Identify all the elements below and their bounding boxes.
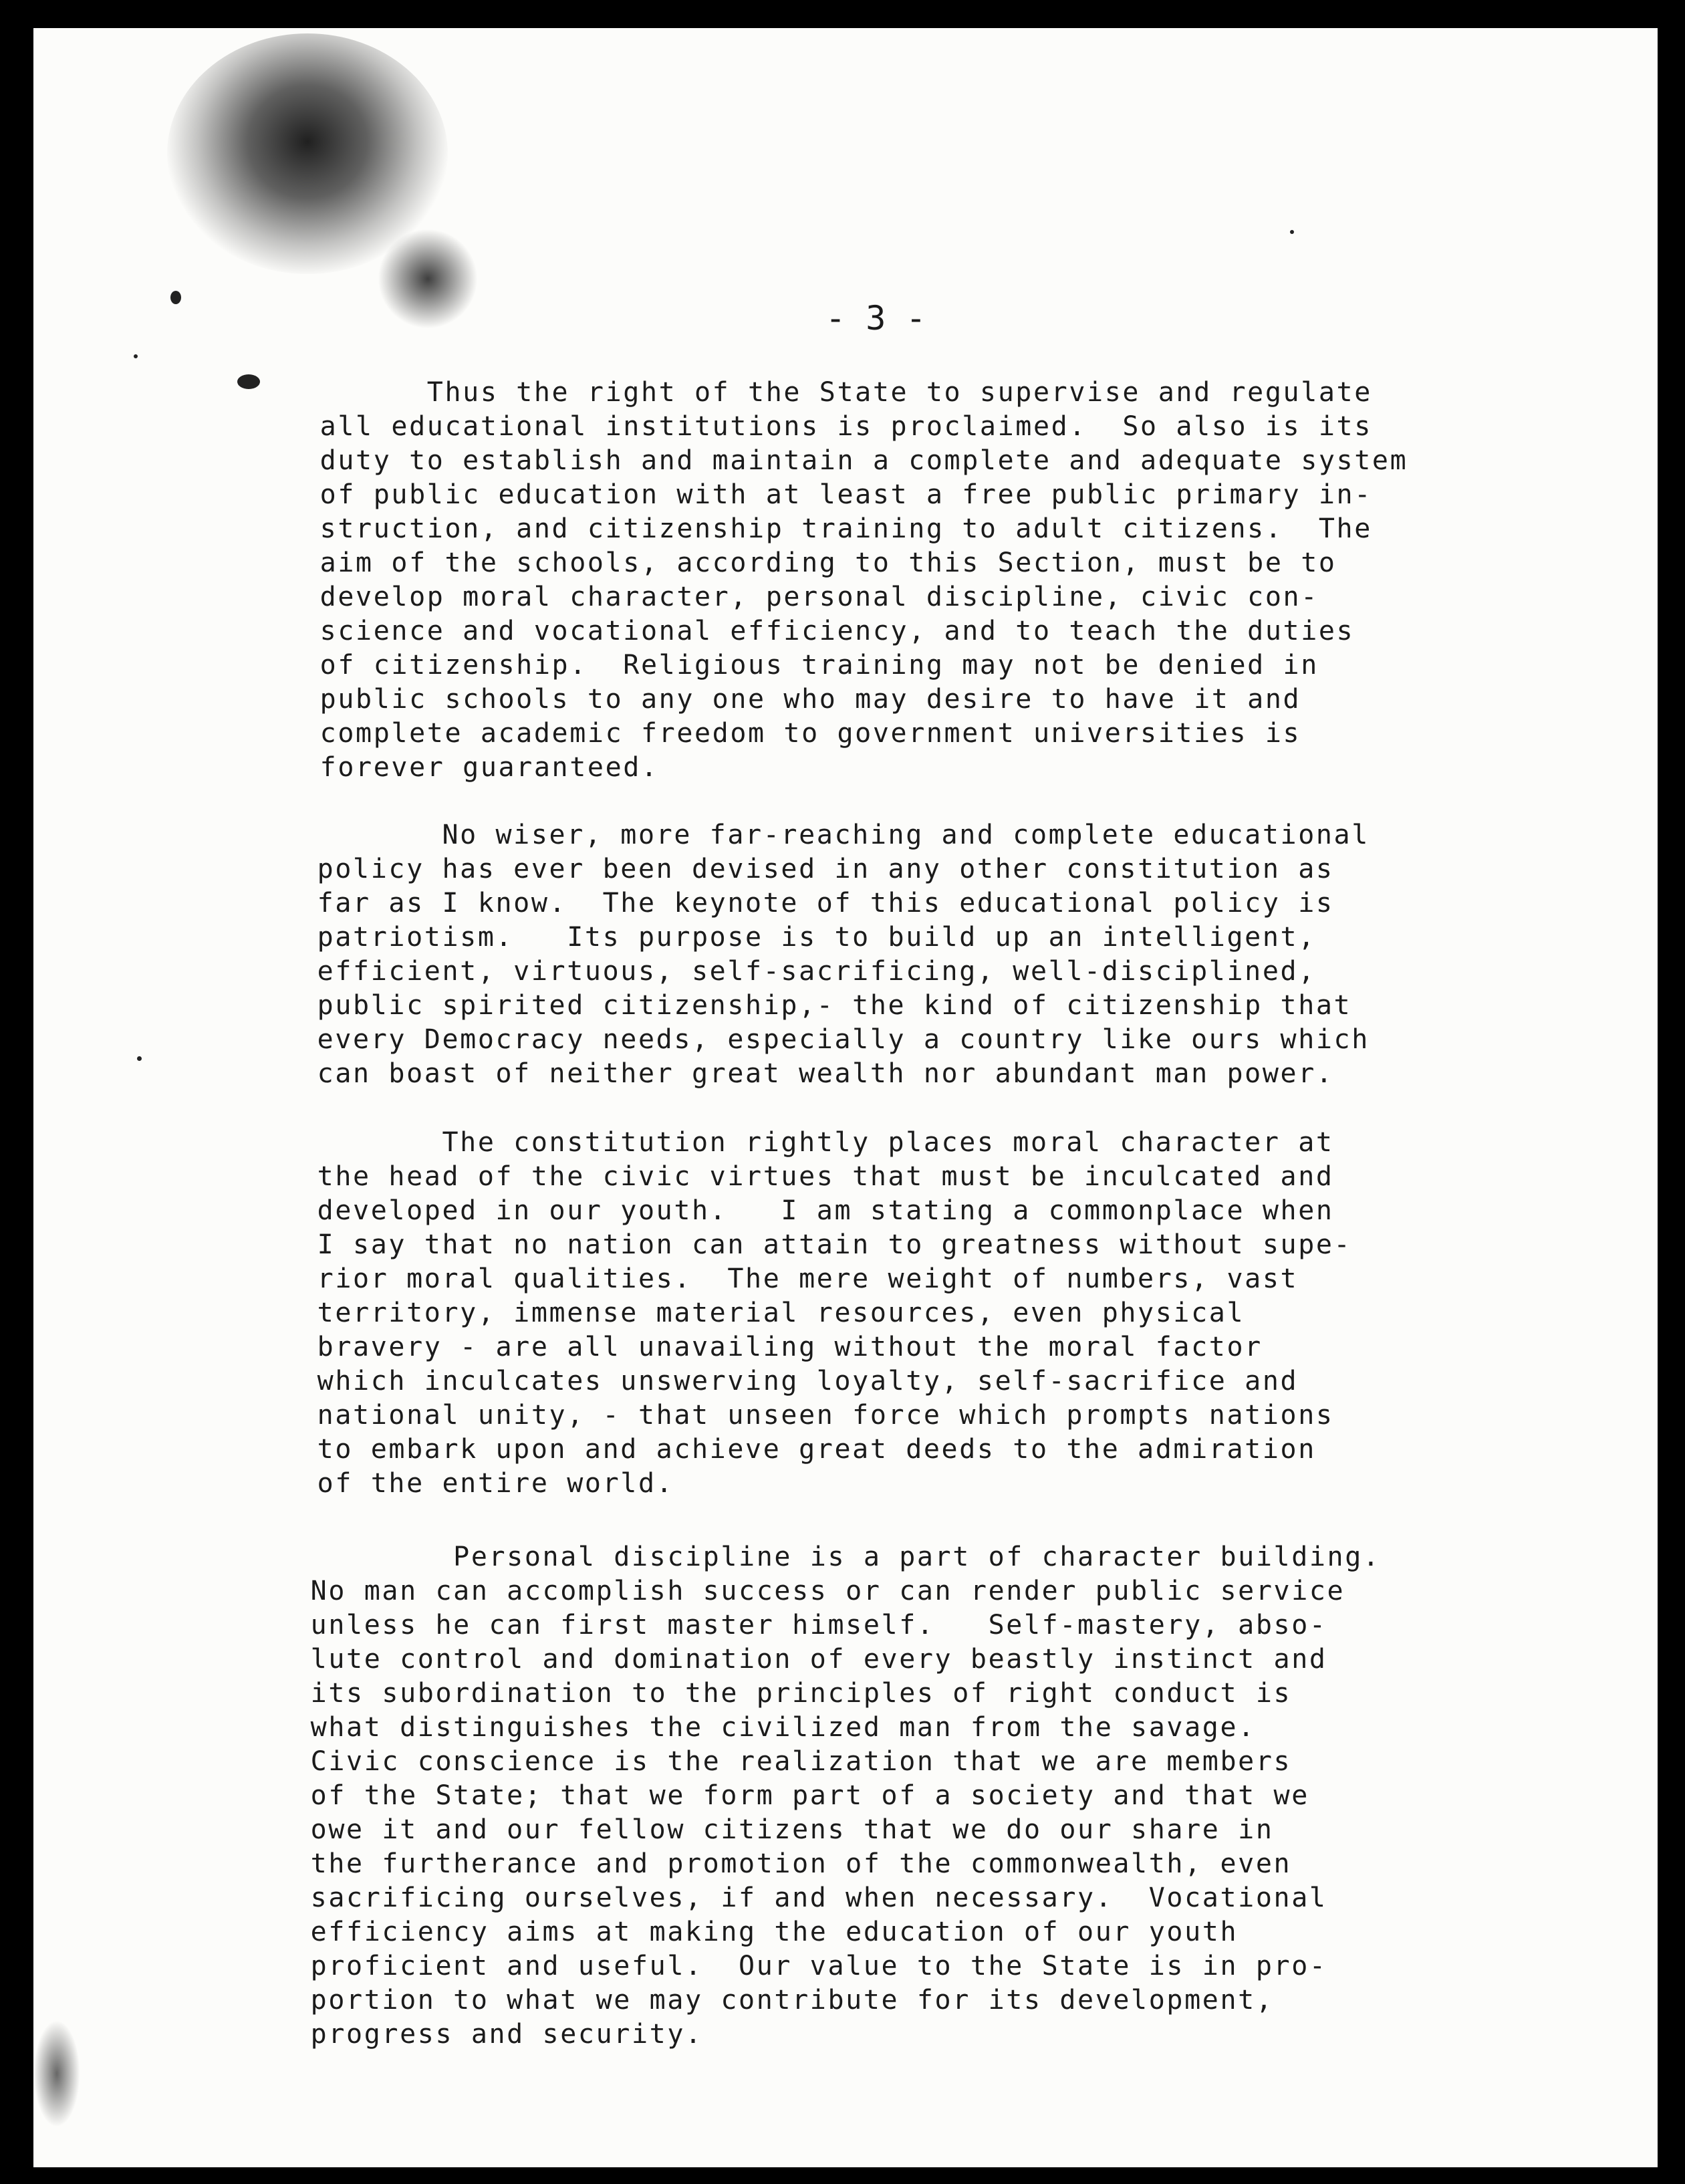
- ink-speck: [137, 1056, 142, 1061]
- ink-stain: [167, 33, 448, 274]
- document-page: [33, 28, 1658, 2167]
- ink-speck: [170, 291, 181, 304]
- paragraph-3: The constitution rightly places moral character at the head of the civic virtues that must be inculcated and developed in our youth. I am stating a commonplace when I say that no nation can attain to greatness without supe- rior moral qualities. The mere weight of numbers, vast territory, immense material resources, even physical bravery - are all unavailing without the moral factor which inculcates unswerving loyalty, self-sacrifice and national unity, - that unseen force which prompts nations to embark upon and achieve great deeds to the admiration of the entire world.: [317, 1127, 1352, 1499]
- paragraph-4: Personal discipline is a part of character building. No man can accomplish success or can render public service unless he can first master himself. Self-mastery, abso- lute control and domination of every beastly instinct and its subordination to the principles of right conduct is what distinguishes the civilized man from the savage. Civic conscience is the realization that we are members of the State; that we form part of a society and that we owe it and our fellow citizens that we do our share in the furtherance and promotion of the commonwealth, even sacrificing ourselves, if and when necessary. Vocational efficiency aims at making the education of our youth proficient and useful. Our value to the State is in pro- portion to what we may contribute for its development, progress and security.: [310, 1542, 1381, 2050]
- paragraph-2: No wiser, more far-reaching and complete educational policy has ever been devised in any other constitution as far as I know. The keynote of this educational policy is patriotism. Its purpose is to build up an intelligent, efficient, virtuous, self-sacrificing, well-disciplined, public spirited citizenship,- the kind of citizenship that every Democracy needs, especially a country like ours which can boast of neither great wealth nor abundant man power.: [317, 820, 1370, 1089]
- ink-speck: [237, 374, 260, 389]
- ink-speck: [134, 354, 138, 358]
- ink-speck: [1290, 230, 1294, 234]
- ink-stain: [33, 2020, 80, 2127]
- paragraph-1: Thus the right of the State to supervise and regulate all educational institutions is proclaimed. So also is its duty to establish and maintain a complete and adequate system of public education with at least a free public primary in- struction, and citizenship training to adult citizens. The aim of the schools, according to this Section, must be to develop moral character, personal discipline, civic con- science and vocational efficiency, and to teach the duties of citizenship. Religious training may not be denied in public schools to any one who may desire to have it and complete academic freedom to government universities is forever guaranteed.: [319, 377, 1408, 783]
- page-number: - 3 -: [825, 299, 926, 338]
- ink-stain: [378, 229, 478, 329]
